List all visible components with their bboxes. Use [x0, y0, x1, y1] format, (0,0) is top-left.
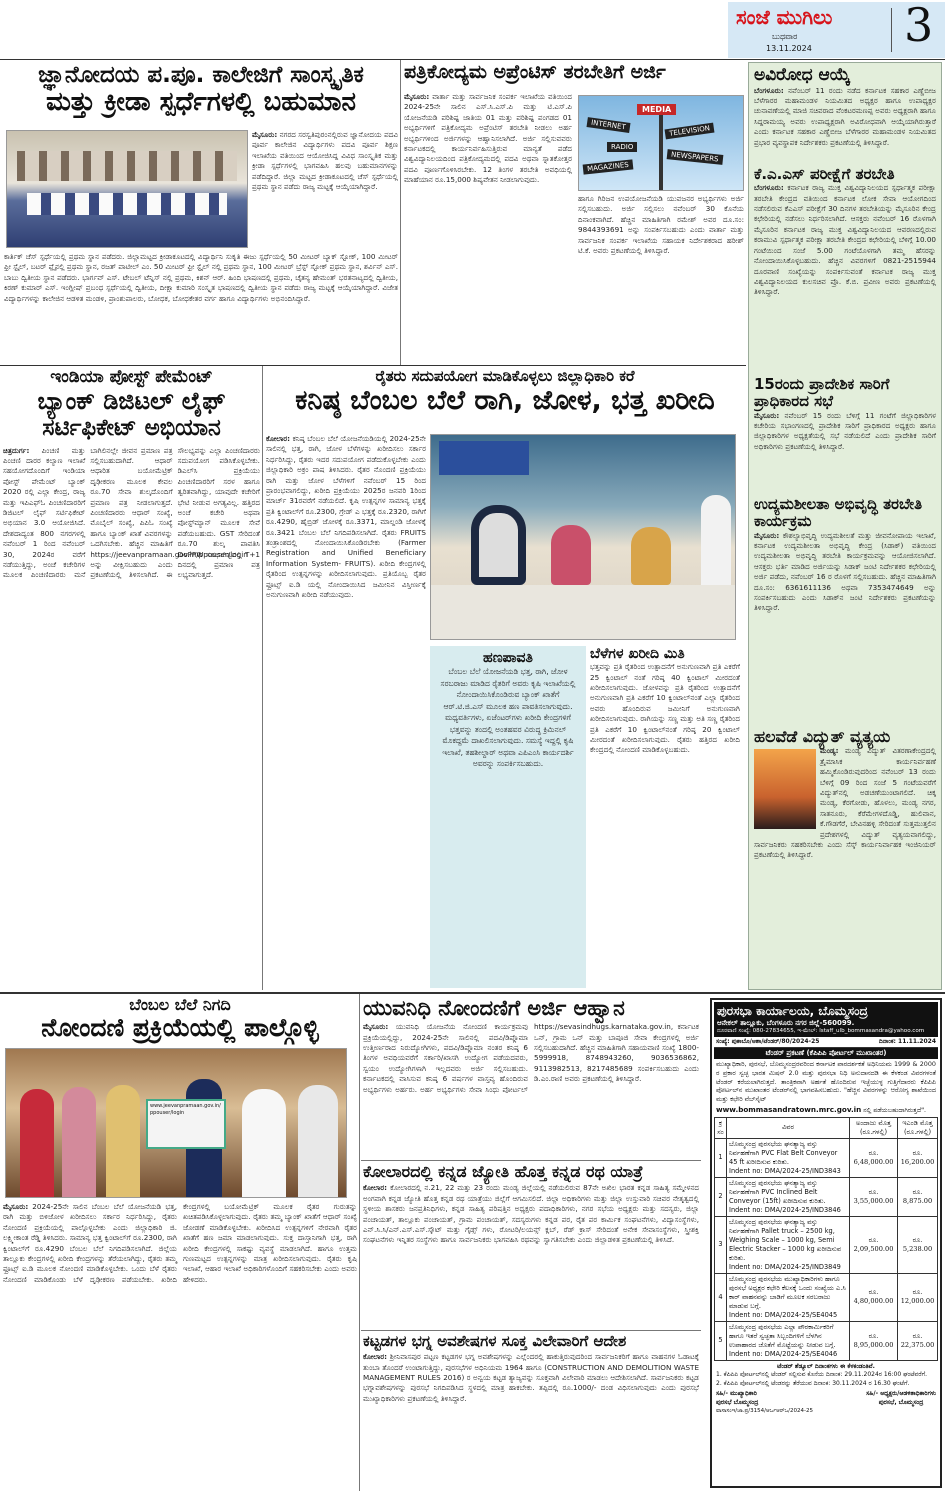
headline: ಬ್ಯಾಂಕ್ ಡಿಜಿಟಲ್ ಲೈಫ್: [37, 386, 226, 415]
brief-title: ಅವಿರೋಧ ಆಯ್ಕೆ: [754, 66, 851, 85]
paragraph: ನವೆಂಬರ್ 15 ರಂದು ಬೆಳಿಗ್ಗೆ 11 ಗಂಟೆಗೆ ಜಿಲ್ಲಾಧಿಕಾರಿಗಳ ಕಚೇರಿಯ ಸಭಾಂಗಣದಲ್ಲಿ ಪ್ರಾದೇಶಿಕ ಸಾರಿಗೆ ಪ್ರಾಧಿಕಾರದ ಅಧ್ಯಕ್ಷರು ಹಾಗೂ ಜಿಲ್ಲಾಧಿಕಾರಿಗಳ ಅಧ್ಯಕ್ಷತೆಯಲ್ಲಿ ಸಭೆ ನಡೆಯಲಿದೆ ಎಂದು ಪ್ರಾದೇಶಿಕ ಸಾರಿಗೆ ಅಧಿಕಾರಿಗಳು ಪ್ರಕಟಣೆಯಲ್ಲಿ ತಿಳಿಸಿದ್ದಾರೆ.: [754, 410, 936, 451]
article-body: [252, 130, 398, 250]
sign-internet: INTERNET: [587, 117, 631, 133]
side-body: ಭತ್ತವನ್ನು ಪ್ರತಿ ರೈತರಿಂದ ಉತ್ಪಾದನೆಗೆ ಅನುಗುಣವಾಗಿ ಪ್ರತಿ ಎಕರೆಗೆ 25 ಕ್ವಿಂಟಾಲ್ ನಂತೆ ಗರಿಷ್ಠ 40 ಕ್ವಿಂಟಾಲ್ ಮೀರದಂತೆ ಖರೀದಿಸಲಾಗುವುದು. ಜೋಳವನ್ನು ಪ್ರತಿ ರೈತರಿಂದ ಉತ್ಪಾದನೆಗೆ ಅನುಗುಣವಾಗಿ ಪ್ರತಿ ಎಕರೆಗೆ 10 ಕ್ವಿಂಟಾಲ್‌ನಂತೆ ಎಲ್ಲಾ ರೈತರಿಂದ ಅವರು ಹೊಂದಿರುವ ಜಮೀನಿಗೆ ಅನುಗುಣವಾಗಿ ಖರೀದಿಸಲಾಗುವುದು. ರಾಗಿಯನ್ನು ಸಣ್ಣ ಮತ್ತು ಅತಿ ಸಣ್ಣ ರೈತರಿಂದ ಪ್ರತಿ ಎಕರೆಗೆ 10 ಕ್ವಿಂಟಾಲ್‌ನಂತೆ ಗರಿಷ್ಠ 20 ಕ್ವಿಂಟಾಲ್ ಮೀರದಂತೆ ಖರೀದಿಸಲಾಗುವುದು. ರೈತರು ಹತ್ತಿರದ ಖರೀದಿ ಕೇಂದ್ರದಲ್ಲಿ ನೋಂದಣಿ ಮಾಡಿಕೊಳ್ಳಬಹುದು.: [590, 662, 740, 755]
col-header: ಇಎಂಡಿ ಮೊತ್ತ (ರೂ.ಗಳಲ್ಲಿ): [898, 1117, 938, 1138]
estimated-amount: ರೂ. 6,48,000.00: [850, 1138, 898, 1177]
students-award-photo: [6, 130, 248, 248]
dateline: ಚಿತ್ರದುರ್ಗ:: [3, 445, 30, 455]
estimated-amount: ರೂ. 8,95,000.00: [850, 1321, 898, 1360]
headline: ನೋಂದಣಿ ಪ್ರಕ್ರಿಯೆಯಲ್ಲಿ ಪಾಲ್ಗೊಳ್ಳಿ: [41, 1013, 319, 1043]
paragraph: 2024-25ನೇ ಸಾಲಿನ ಬೆಂಬಲ ಬೆಲೆ ಯೋಜನೆಯಡಿ ಭತ್ತ, ರಾಗಿ ಮತ್ತು ಬಿಳಿಜೋಳ ಖರೀದಿಸಲು ಸರ್ಕಾರ ನಿರ್ಧರಿಸಿದ್ದು, ರೈತರು ನೋಂದಣಿ ಪ್ರಕ್ರಿಯೆಯಲ್ಲಿ ಪಾಲ್ಗೊಳ್ಳಬೇಕು ಎಂದು ಜಿಲ್ಲಾಧಿಕಾರಿ ಜಿ. ಲಕ್ಷ್ಮೀಕಾಂತ ರೆಡ್ಡಿ ತಿಳಿಸಿದರು. ಸಾಮಾನ್ಯ ಭತ್ತ ಕ್ವಿಂಟಾಲ್‌ಗೆ ರೂ.2300, ರಾಗಿ ಕ್ವಿಂಟಾಲ್‌ಗೆ ರೂ.4290 ಬೆಂಬಲ ಬೆಲೆ ನಿಗದಿಪಡಿಸಲಾಗಿದೆ. ಜಿಲ್ಲೆಯ ತಾಲ್ಲೂಕು ಕೇಂದ್ರಗಳಲ್ಲಿ ಖರೀದಿ ಕೇಂದ್ರಗಳನ್ನು ತೆರೆಯಲಾಗಿದ್ದು, ರೈತರು ತಮ್ಮ ಫ್ರೂಟ್ಸ್ ಐ.ಡಿ ಮೂಲಕ ನೋಂದಣಿ ಮಾಡಿಕೊಳ್ಳಬೇಕು. ಒಂದು ಬೆಳೆ ರೈತರು ನೋಂದಣಿ ಮಾಡಿಕೊಂಡು ಬೆಳೆ ದೃಢೀಕರಣ ಪಡೆಯಬೇಕು. ಖರೀದಿ ಕೇಂದ್ರಗಳಲ್ಲಿ ಬಯೋಮೆಟ್ರಿಕ್ ಮೂಲಕ ರೈತರ ಗುರುತನ್ನು ಖಚಿತಪಡಿಸಿಕೊಳ್ಳಲಾಗುವುದು. ರೈತರು ತಮ್ಮ ಬ್ಯಾಂಕ್ ಖಾತೆಗೆ ಆಧಾರ್ ಸಂಖ್ಯೆ ಜೋಡಣೆ ಮಾಡಿಕೊಳ್ಳಬೇಕು. ಖರೀದಿಸಿದ ಉತ್ಪನ್ನಗಳಿಗೆ ನೇರವಾಗಿ ರೈತರ ಖಾತೆಗೆ ಹಣ ಜಮಾ ಮಾಡಲಾಗುವುದು. ಸುಕ್ತ ದಾಸ್ತಾನಿಗಾಗಿ ಭತ್ತ, ರಾಗಿ ಖರೀದಿ ಕೇಂದ್ರಗಳಲ್ಲಿ ಸಾಕಷ್ಟು ವ್ಯವಸ್ಥೆ ಮಾಡಲಾಗಿದೆ. ಹಾಗೂ ಉತ್ತಮ ಗುಣಮಟ್ಟದ ಉತ್ಪನ್ನಗಳನ್ನು ಮಾತ್ರ ಖರೀದಿಸಲಾಗುವುದು. ರೈತರು ಕೃಷಿ ಇಲಾಖೆ, ಆಹಾರ ಇಲಾಖೆ ಅಧಿಕಾರಿಗಳೊಂದಿಗೆ ಸಹಕರಿಸಬೇಕು ಎಂದು ಅವರು ಹೇಳಿದರು.: [3, 1202, 357, 1284]
row-number: 1: [715, 1138, 727, 1177]
brief-kas: [754, 166, 936, 376]
signature-right: ಸಹಿ/- ಅಧ್ಯಕ್ಷರು/ಆಡಳಿತಾಧಿಕಾರಿಗಳು: [866, 1390, 936, 1398]
side-title: ಬೆಳೆಗಳ ಖರೀದಿ ಮಿತಿ: [590, 646, 685, 662]
col-header: ವಿವರ: [727, 1117, 850, 1138]
divider: [0, 365, 746, 366]
schedule-title: ಟೆಂಡರ್ ಶೆಡ್ಯೂಲ್ ದಿನಾಂಕಗಳು ಈ ಕೆಳಕಂಡಂತಿವೆ.: [777, 1362, 875, 1370]
article-apprentice: [404, 62, 744, 364]
emd-amount: ರೂ. 22,375.00: [898, 1321, 938, 1360]
signature-left: ಪುರಸಭೆ ಬೊಮ್ಮಸಂದ್ರ: [716, 1398, 759, 1406]
article-body: [363, 1352, 699, 1486]
row-desc-text: ಬೊಮ್ಮಸಂದ್ರ ಪುರಸಭೆಯ ಘನತ್ಯಾಜ್ಯ ವಸ್ತು ನಿರ್ವಹಣೆಗಾಗಿ Pallet truck – 2500 kg, Weighing Scale – 1000 kg, Semi Electric Stacker – 1000 kg ಖರೀದಿಸುವ ಕುರಿತು.: [729, 1217, 842, 1262]
tender-address: ಆನೇಕಲ್ ತಾಲ್ಲೂಕು, ಬೆಂಗಳೂರು ನಗರ ಜಿಲ್ಲೆ-560099.: [717, 1019, 855, 1027]
article-kolar-ratha: [363, 1163, 699, 1328]
masthead-date: 13.11.2024: [766, 44, 812, 53]
tender-office: ಪುರಸಭಾ ಕಾರ್ಯಾಲಯ, ಬೊಮ್ಮಸಂದ್ರ: [717, 1004, 868, 1018]
sign-television: TELEVISION: [665, 123, 715, 140]
tender-date: ದಿನಾಂಕ: 11.11.2024: [878, 1038, 936, 1045]
row-desc-text: ಬೊಮ್ಮಸಂದ್ರ ಪುರಸಭೆಯ ಮುಖ್ಯಾಧಿಕಾರಿಗಳು ಹಾಗೂ ಪುರಸಭೆ ಅಧ್ಯಕ್ಷರ ಕಛೇರಿ ಕೆಲಸಕ್ಕೆ ಒಂದು ಸಂಖ್ಯೆಯ ಎ.ಸಿ ಕಾರ್ ವಾಹನವನ್ನು ಬಾಡಿಗೆ ಮೂಲಕ ಸರಬರಾಜು ಮಾಡುವ ಬಗ್ಗೆ.: [729, 1274, 846, 1310]
paragraph: ಶ್ರೀನಿವಾಸಪುರ ಪಟ್ಟಣ ಕಟ್ಟಡಗಳ ಭಗ್ನ ಅವಶೇಷಗಳನ್ನು ಎಲ್ಲೆಂದರಲ್ಲಿ ಹಾಕುತ್ತಿರುವುದರಿಂದ ಸಾರ್ವಜನಿಕರಿಗೆ ಹಾಗೂ ವಾಹನಗಳ ಓಡಾಟಕ್ಕೆ ತುಂಬಾ ತೊಂದರೆ ಉಂಟಾಗುತ್ತಿದ್ದು, ಪುರಸಭೆಗಳ ಅಧಿನಿಯಮ 1964 ಹಾಗೂ (CONSTRUCTION AND DEMOLITION WASTE MANAGEMENT RULES 2016) ರ ಅನ್ವಯ ಕಟ್ಟಡ ತ್ಯಾಜ್ಯವನ್ನು ಸೂಕ್ತವಾಗಿ ವಿಲೇವಾರಿ ಮಾಡಲು ಆದೇಶಿಸಲಾಗಿದೆ. ಸಾರ್ವಜನಿಕರು ಕಟ್ಟಡ ಭಗ್ನಾವಶೇಷಗಳನ್ನು ಪುರಸಭೆ ನಿಗದಿಪಡಿಸಿದ ಸ್ಥಳದಲ್ಲಿ ಮಾತ್ರ ಹಾಕಬೇಕು. ತಪ್ಪಿದಲ್ಲಿ ರೂ.1000/- ದಂಡ ವಿಧಿಸಲಾಗುವುದು ಎಂದು ಪುರಸಭೆ ಮುಖ್ಯಾಧಿಕಾರಿಗಳು ಪ್ರಕಟಣೆಯಲ್ಲಿ ತಿಳಿಸಿದ್ದಾರೆ.: [363, 1352, 699, 1403]
article-registration: [3, 996, 357, 1490]
paragraph: ಕೋಲಾರದಲ್ಲಿ ನ.21, 22 ಮತ್ತು 23 ರಂದು ಮಂಡ್ಯ ಜಿಲ್ಲೆಯಲ್ಲಿ ನಡೆಯಲಿರುವ 87ನೇ ಅಖಿಲ ಭಾರತ ಕನ್ನಡ ಸಾಹಿತ್ಯ ಸಮ್ಮೇಳನದ ಅಂಗವಾಗಿ ಕನ್ನಡ ಜ್ಯೋತಿ ಹೊತ್ತ ಕನ್ನಡ ರಥ ಯಾತ್ರೆಯು ಜಿಲ್ಲೆಗೆ ಆಗಮಿಸಲಿದೆ. ಜಿಲ್ಲಾ ಅಧಿಕಾರಿಗಳು ಮತ್ತು ಜಿಲ್ಲಾ ಉಸ್ತುವಾರಿ ಸಚಿವರ ನೇತೃತ್ವದಲ್ಲಿ ಸ್ಥಳೀಯ ಶಾಸಕರು ಜನಪ್ರತಿನಿಧಿಗಳು, ಕನ್ನಡ ಸಾಹಿತ್ಯ ಪರಿಷತ್ತಿನ ಅಧ್ಯಕ್ಷರು ಪದಾಧಿಕಾರಿಗಳು, ನಗರ ಸಭೆಯ ಅಧ್ಯಕ್ಷರು ಮತ್ತು ಸದಸ್ಯರು, ಜಿಲ್ಲಾ ಪಂಚಾಯತ್, ತಾಲ್ಲೂಕು ಪಂಚಾಯತ್, ಗ್ರಾಮ ಪಂಚಾಯತ್, ಸದಸ್ಯರುಗಳು ಕನ್ನಡ ಪರ, ರೈತ ಪರ ಕಾರ್ಮಿಕ ಸಂಘಟನೆಗಳು, ವಿದ್ಯಾಸಂಸ್ಥೆಗಳು, ಎನ್.ಸಿ.ಸಿ/ಎನ್.ಎಸ್.ಎಸ್.ಸ್ಕೌಟ್ ಮತ್ತು ಗೈಡ್ಸ್ ಗಳು, ರೋಟರಿ/ಲಯನ್ಸ್ ಕ್ಲಬ್, ರೆಡ್ ಕ್ರಾಸ್ ಸೇರಿದಂತೆ ಅನೇಕ ಸೇವಾಸಂಸ್ಥೆಗಳು, ಸ್ತ್ರೀಶಕ್ತಿ ಸಂಘಟನೆಗಳು ಇನ್ನಿತರ ಸಂಸ್ಥೆಗಳು ಹಾಗೂ ಸಾರ್ವಜನಿಕರು ಭಾಗವಹಿಸಿ ರಥವನ್ನು ಸ್ವಾಗತಿಸಬೇಕು ಎಂದು ಜಿಲ್ಲಾಡಳಿತ ಪ್ರಕಟಣೆಯಲ್ಲಿ ತಿಳಿಸಿದೆ.: [363, 1183, 699, 1245]
emd-amount: ರೂ. 16,200.00: [898, 1138, 938, 1177]
masthead-day: ಬುಧವಾರ: [772, 32, 798, 41]
tender-contact: ದೂರವಾಣಿ ಸಂಖ್ಯೆ: 080-27834655, ಇ-ಮೇಲ್: lstaff_ulb_bommasandra@yahoo.com: [717, 1028, 925, 1034]
brief-body: [754, 183, 936, 297]
emd-amount: ರೂ. 5,238.00: [898, 1216, 938, 1273]
brief-body: [754, 86, 936, 148]
purchase-limit: [590, 646, 740, 988]
headline: ಕಟ್ಟಡಗಳ ಭಗ್ನ ಅವಶೇಷಗಳ ಸೂಕ್ತ ವಿಲೇವಾರಿಗೆ ಆದೇಶ: [363, 1333, 627, 1350]
box-body: ಬೆಂಬಲ ಬೆಲೆ ಯೋಜನೆಯಡಿ ಭತ್ತ, ರಾಗಿ, ಜೋಳ ಸರಬರಾಜು ಮಾಡಿದ ರೈತರಿಗೆ ಅವರು ಕೃಷಿ ಇಲಾಖೆಯಲ್ಲಿ ನೋಂದಾಯಿಸಿಕೊಂಡಿರುವ ಬ್ಯಾಂಕ್ ಖಾತೆಗೆ ಆರ್.ಟಿ.ಜಿ.ಎಸ್ ಮೂಲಕ ಹಣ ಪಾವತಿಸಲಾಗುವುದು. ಮಧ್ಯವರ್ತಿಗಳು, ಏಜೆಂಟರ್‌ಗಳು ಖರೀದಿ ಕೇಂದ್ರಗಳಿಗೆ ಭತ್ತವನ್ನು ತಂದಲ್ಲಿ ಅಂತಹವರ ವಿರುದ್ಧ ಕ್ರಿಮಿನಲ್ ಮೊಕದ್ದಮೆ ದಾಖಲಿಸಲಾಗುವುದು. ಸಮಸ್ಯೆ ಇದ್ದಲ್ಲಿ ಕೃಷಿ ಇಲಾಖೆ, ತಹಶೀಲ್ದಾರ್ ಅಥವಾ ಎಪಿಎಂಸಿ ಕಾರ್ಯದರ್ಶಿ ಅವರನ್ನು ಸಂಪರ್ಕಿಸಬಹುದು.: [440, 667, 576, 769]
dateline: ಮೈಸೂರು:: [754, 530, 780, 540]
tender-row: [715, 1138, 938, 1177]
row-desc-text: ಬೊಮ್ಮಸಂದ್ರ ಪುರಸಭೆಯ ಎಲ್ಲಾ ಪೌರಕಾರ್ಮಿಕರಿಗೆ ಹಾಗೂ ಇತರೆ ಸ್ವಚ್ಛತಾ ಸಿಬ್ಬಂದಿಗಳಿಗೆ ಬೆಳಗಿನ ಉಪಾಹಾರದ ಜೊತೆಗೆ ಮೊಟ್ಟೆಯನ್ನು ನೀಡುವ ಬಗ್ಗೆ.: [729, 1322, 836, 1349]
poster-release-photo: [5, 1048, 347, 1198]
divider: [0, 59, 945, 60]
row-description: [727, 1273, 850, 1321]
article-body: ಕಾರ್ತಿಕ್ ಚೆಸ್ ಸ್ಪರ್ಧೆಯಲ್ಲಿ ಪ್ರಥಮ ಸ್ಥಾನ ಪಡೆದರು. ಜಿಲ್ಲಾಮಟ್ಟದ ಕ್ರೀಡಾಕೂಟದಲ್ಲಿ ವಿದ್ಯಾರ್ಥಿನಿ ಸುಕೃತಿ ಈಜು ಸ್ಪರ್ಧೆಯಲ್ಲಿ 50 ಮೀಟರ್ ಬ್ಯಾಕ್ ಸ್ಟೋಕ್, 100 ಮೀಟರ್ ಫ್ರೀ ಸ್ಟೈಲ್, ಬಟರ್ ಫ್ಲೈನಲ್ಲಿ ಪ್ರಥಮ ಸ್ಥಾನ, ರಜತ್ ಪಾಟೀಲ್ ಎಂ. 50 ಮೀಟರ್ ಫ್ರೀ ಸ್ಟೈಲ್ ನಲ್ಲಿ ಪ್ರಥಮ ಸ್ಥಾನ, 100 ಮೀಟರ್ ಬ್ರೆಸ್ಟ್ ಸ್ಟೋಕ್ ಪ್ರಥಮ ಸ್ಥಾನ, ಶರ್ವಿನ್ ಎಸ್. ಬಾಬು ದ್ವಿತೀಯ ಸ್ಥಾನ ಪಡೆದರು. ಭಾರ್ಗವ್ ಎಸ್. ಟೇಬಲ್ ಟೆನ್ನಿಸ್ ನಲ್ಲಿ ಪ್ರಥಮ, ಕಿಶನ್ ಆರ್. ಹಿಂದಿ ಭಾಷಣದಲ್ಲಿ ಪ್ರಥಮ, ಚೈತನ್ಯ ಹೇಮಂತ್ ಭರತನಾಟ್ಯದಲ್ಲಿ ದ್ವಿತೀಯ, ಕಿರಣ್ ಕುಮಾರ್ ಎಸ್. ಇಂಗ್ಲೀಷ್ ಪ್ರಬಂಧ ಸ್ಪರ್ಧೆಯಲ್ಲಿ ದ್ವಿತೀಯ, ದೀಕ್ಷಾ ಕುಮಾರಿ ಸಂಸ್ಕೃತ ಭಾಷಣದಲ್ಲಿ ದ್ವಿತೀಯ ಸ್ಥಾನ ಪಡೆದು ರಾಜ್ಯ ಮಟ್ಟಕ್ಕೆ ಆಯ್ಕೆಯಾಗಿದ್ದಾರೆ. ವಿಜೇತ ವಿದ್ಯಾರ್ಥಿಗಳನ್ನು ಕಾಲೇಜಿನ ಆಡಳಿತ ಮಂಡಳಿ, ಪ್ರಾಂಶುಪಾಲರು, ಬೋಧಕ, ಬೋಧಕೇತರ ವರ್ಗ ಹಾಗೂ ವಿದ್ಯಾರ್ಥಿಗಳು ಅಭಿನಂದಿಸಿದ್ದಾರೆ.: [4, 252, 398, 303]
divider: [361, 1160, 701, 1161]
kicker: ರೈತರು ಸದುಪಯೋಗ ಮಾಡಿಕೊಳ್ಳಲು ಜಿಲ್ಲಾಧಿಕಾರಿ ಕರೆ: [375, 368, 635, 385]
divider: [400, 60, 401, 365]
brief-cedok: [754, 496, 936, 728]
brief-body: [754, 531, 936, 614]
schedule-item: 1. ಕೆಪಿಪಿಪಿ ಪೋರ್ಟಲ್‌ನಲ್ಲಿ ಟೆಂಡರ್ ಸಲ್ಲಿಸುವ ಕೊನೆಯ ದಿನಾಂಕ: 29.11.2024ರ 16:00 ಘಂಟೆವರೆಗೆ.: [716, 1371, 928, 1379]
tender-table: [714, 1117, 938, 1361]
paragraph: ಕರ್ನಾಟಕ ರಾಜ್ಯ ಮುಕ್ತ ವಿಶ್ವವಿದ್ಯಾನಿಲಯದ ಸ್ಪರ್ಧಾತ್ಮಕ ಪರೀಕ್ಷಾ ತರಬೇತಿ ಕೇಂದ್ರದ ವತಿಯಿಂದ ಕರ್ನಾಟಕ ಲೋಕ ಸೇವಾ ಆಯೋಗದಿಂದ ನಡೆಸಲಿರುವ ಕೆಎಎಸ್ ಪರೀಕ್ಷೆಗೆ 30 ದಿನಗಳ ತರಬೇತಿಯನ್ನು ಮೈಸೂರಿನ ಕೇಂದ್ರ ಕಛೇರಿಯಲ್ಲಿ ನಡೆಸಲು ನಿರ್ಧರಿಸಲಾಗಿದೆ. ಆಸಕ್ತರು ನವೆಂಬರ್ 16 ರೊಳಗಾಗಿ ಮೈಸೂರಿನ ಕರ್ನಾಟಕ ರಾಜ್ಯ ಮುಕ್ತ ವಿಶ್ವವಿದ್ಯಾನಿಲಯದ ಆವರಣದಲ್ಲಿರುವ ಕರಾಮುವಿ ಸ್ಪರ್ಧಾತ್ಮಕ ಪರೀಕ್ಷಾ ತರಬೇತಿ ಕೇಂದ್ರದ ಕಛೇರಿಯಲ್ಲಿ ಬೆಳಿಗ್ಗೆ 10.00 ಗಂಟೆಯಿಂದ ಸಂಜೆ 5.00 ಗಂಟೆಯೊಳಗಾಗಿ ತಮ್ಮ ಹೆಸರನ್ನು ನೋಂದಾಯಿಸಿಕೊಳ್ಳಬಹುದು. ಹೆಚ್ಚಿನ ವಿವರಗಳಿಗೆ 0821-2515944 ದೂರವಾಣಿ ಸಂಖ್ಯೆಯನ್ನು ಸಂಪರ್ಕಿಸುವಂತೆ ಕರ್ನಾಟಕ ರಾಜ್ಯ ಮುಕ್ತ ವಿಶ್ವವಿದ್ಯಾನಿಲಯದ ಕುಲಸಚಿವ ಪ್ರೊ. ಕೆ.ಬಿ. ಪ್ರವೀಣ ಅವರು ಪ್ರಕಟಣೆಯಲ್ಲಿ ತಿಳಿಸಿದ್ದಾರೆ.: [754, 183, 936, 297]
row-number: 5: [715, 1321, 727, 1360]
sign-media: MEDIA: [637, 104, 676, 115]
poster: www.jeevanpramaan.gov.in/ppouser/login: [146, 1099, 226, 1149]
schedule-item: 2. ಕೆಪಿಪಿಪಿ ಪೋರ್ಟಲ್‌ನಲ್ಲಿ ಟೆಂಡರನ್ನು ತೆರೆಯುವ ದಿನಾಂಕ: 30.11.2024 ರ 16.30 ಘಂಟೆಗೆ.: [716, 1379, 910, 1387]
headline: ಕೋಲಾರದಲ್ಲಿ ಕನ್ನಡ ಜ್ಯೋತಿ ಹೊತ್ತ ಕನ್ನಡ ರಥ ಯಾತ್ರೆ: [363, 1163, 643, 1181]
row-desc-text: ಬೊಮ್ಮಸಂದ್ರ ಪುರಸಭೆಯ ಘನತ್ಯಾಜ್ಯ ವಸ್ತು ನಿರ್ವಹಣೆಗಾಗಿ PVC Flat Belt Conveyor 45 ft ಖರೀದಿಸುವ ಕುರಿತು.: [729, 1139, 838, 1166]
headline: ಜ್ಞಾನೋದಯ ಪ.ಪೂ. ಕಾಲೇಜಿಗೆ ಸಾಂಸ್ಕೃತಿಕ: [38, 62, 364, 88]
estimated-amount: ರೂ. 2,09,500.00: [850, 1216, 898, 1273]
divider: [262, 366, 263, 990]
tender-row: [715, 1273, 938, 1321]
paragraph: ಯುವನಿಧಿ ಯೋಜನೆಯ ನೋಂದಣಿ ಕಾರ್ಯಕ್ರಮವು ಪ್ರಕ್ರಿಯೆಯಲ್ಲಿದ್ದು, 2024-25ನೇ ಸಾಲಿನಲ್ಲಿ ಪದವಿ/ಡಿಪ್ಲೊಮಾ ಉತ್ತೀರ್ಣರಾದ ನಿರುದ್ಯೋಗಿಗಳು, ಪದವಿ/ಡಿಪ್ಲೊಮಾ ನಂತರ ಕನಿಷ್ಠ 6 ತಿಂಗಳ ಅವಧಿಯವರೆಗೆ ಸರ್ಕಾರಿ/ಖಾಸಗಿ ಉದ್ಯೋಗ ಪಡೆಯದವರು, ಸ್ವಯಂ ಉದ್ಯೋಗಿಗಳಾಗಿ ಇಲ್ಲದವರು ಅರ್ಜಿ ಸಲ್ಲಿಸಬಹುದು. ಕರ್ನಾಟಕದಲ್ಲಿ ವಾಸಿಸುವ ಕನಿಷ್ಠ 6 ವರ್ಷಗಳ ವಾಸ್ತವ್ಯ ಹೊಂದಿರುವ ಅಭ್ಯರ್ಥಿಗಳು ಅರ್ಹರು. ಅರ್ಹ ಅಭ್ಯರ್ಥಿಗಳು ಸೇವಾ ಸಿಂಧು ಪೋರ್ಟಲ್ https://sevasindhugs.karnataka.gov.in, ಕರ್ನಾಟಕ ಒನ್, ಗ್ರಾಮ ಒನ್ ಮತ್ತು ಬಾಪೂಜಿ ಸೇವಾ ಕೇಂದ್ರಗಳಲ್ಲಿ ಅರ್ಜಿ ಸಲ್ಲಿಸಬಹುದಾಗಿದೆ. ಹೆಚ್ಚಿನ ಮಾಹಿತಿಗಾಗಿ ಸಹಾಯವಾಣಿ ಸಂಖ್ಯೆ 1800-5999918, 8748943260, 9036536862, 9113982513, 8217485689 ಸಂಪರ್ಕಿಸಬಹುದು ಎಂದು ಡಿ.ಎಂ.ರಾಣಿ ಅವರು ಪ್ರಕಟಣೆಯಲ್ಲಿ ತಿಳಿಸಿದ್ದಾರೆ.: [363, 1022, 699, 1094]
meeting-photo: [430, 434, 736, 640]
brief-title: ಕೆ.ಎ.ಎಸ್ ಪರೀಕ್ಷೆಗೆ ತರಬೇತಿ: [754, 166, 895, 183]
brief-body: [754, 411, 936, 453]
divider: [361, 1330, 701, 1331]
emd-amount: ರೂ. 8,875.00: [898, 1177, 938, 1216]
newspaper-logo: [736, 5, 832, 29]
tender-notice: [710, 998, 942, 1488]
dateline: ಮೈಸೂರು:: [363, 1022, 389, 1032]
row-description: [727, 1138, 850, 1177]
tender-website[interactable]: www.bommasandratown.mrc.gov.in: [716, 1104, 862, 1114]
divider: [0, 992, 945, 994]
headline: ಪತ್ರಿಕೋದ್ಯಮ ಅಪ್ರೆಂಟಿಸ್ ತರಬೇತಿಗೆ ಅರ್ಜಿ: [404, 62, 666, 83]
col-header: ಅಂದಾಜು ಮೊತ್ತ (ರೂ.ಗಳಲ್ಲಿ): [850, 1117, 898, 1138]
dateline: ಕೋಲಾರ:: [363, 1352, 388, 1362]
indent-number: Indent no: DMA/2024-25/IND3849: [729, 1262, 841, 1271]
kicker: ಬೆಂಬಲ ಬೆಲೆ ನಿಗದಿ: [129, 996, 231, 1014]
tender-footer: ವಾಸಾಸಂಇ/ಜಾ.ಪ್ರ/3154/ಆರ್ಒಆರ್‌ಒ/2024-25: [716, 1408, 814, 1415]
article-body: [266, 434, 426, 988]
brief-title: ಹಲವೆಡೆ ವಿದ್ಯುತ್ ವ್ಯತ್ಯಯ: [754, 728, 891, 746]
brief-rto: [754, 376, 936, 496]
headline: ಸರ್ಟಿಫಿಕೇಟ್ ಅಭಿಯಾನ: [42, 415, 221, 442]
paragraph: ನವೆಂಬರ್ 11 ರಂದು ನಡೆದ ಕರ್ನಾಟಕ ಸಹಕಾರ ಎಣ್ಣೆಬೀಜ ಬೆಳೆಗಾರರ ಮಹಾಮಂಡಳ ನಿಯಮಿತದ ಅಧ್ಯಕ್ಷರ ಹಾಗೂ ಉಪಾಧ್ಯಕ್ಷರ ಚುನಾವಣೆಯಲ್ಲಿ ಮಾಜಿ ಸಚಿವರಾದ ವೆಂಕಟರಮಣಪ್ಪ ಅವರು ಅಧ್ಯಕ್ಷರಾಗಿ ಹಾಗೂ ಸಿದ್ದರಾಮಯ್ಯ ಅವರು ಉಪಾಧ್ಯಕ್ಷರಾಗಿ ಅವಿರೋಧವಾಗಿ ಆಯ್ಕೆಯಾಗಿರುತ್ತಾರೆ ಎಂದು ಕರ್ನಾಟಕ ಸಹಕಾರ ಎಣ್ಣೆಬೀಜ ಬೆಳೆಗಾರರ ಮಹಾಮಂಡಳ ನಿಯಮಿತದ ಪ್ರಭಾರ ವ್ಯವಸ್ಥಾಪಕ ನಿರ್ದೇಶಕರು ಪ್ರಕಟಣೆಯಲ್ಲಿ ತಿಳಿಸಿದ್ದಾರೆ.: [754, 85, 936, 147]
newspaper-name: ಸಂಜೆ ಮುಗಿಲು: [736, 5, 833, 29]
dateline: ಬೆಂಗಳೂರು:: [754, 183, 784, 193]
paragraph: ಕೌಶಲ್ಯಾಭಿವೃದ್ಧಿ ಉದ್ಯಮಶೀಲತೆ ಮತ್ತು ಜೀವನೋಪಾಯ ಇಲಾಖೆ, ಕರ್ನಾಟಕ ಉದ್ಯಮಶೀಲತಾ ಅಭಿವೃದ್ಧಿ ಕೇಂದ್ರ (ಸಿಡಾಕ್) ವತಿಯಿಂದ ಉದ್ಯಮಶೀಲತಾ ಅಭಿವೃದ್ಧಿ ತರಬೇತಿ ಕಾರ್ಯಕ್ರಮವನ್ನು ಆಯೋಜಿಸಲಾಗಿದೆ. ಆಸಕ್ತರು ಭರ್ತಿ ಮಾಡಿದ ಅರ್ಜಿಯನ್ನು ಸಿಡಾಕ್ ಜಂಟಿ ನಿರ್ದೇಶಕರ ಕಛೇರಿಯಲ್ಲಿ ಅರ್ಜಿ ಪಡೆದು, ನವೆಂಬರ್ 16 ರ ರೊಳಗೆ ಸಲ್ಲಿಸಬಹುದು. ಹೆಚ್ಚಿನ ಮಾಹಿತಿಗಾಗಿ ದೂ.ಸಂ: 6361611136 ಅಥವಾ 7353474649 ಅನ್ನು ಸಂಪರ್ಕಿಸಬಹುದು ಎಂದು ಸಿಡಾಕ್‌ನ ಜಂಟಿ ನಿರ್ದೇಶಕರು ಪ್ರಕಟಣೆಯನ್ನು ತಿಳಿಸಿದ್ದಾರೆ.: [754, 530, 936, 613]
article-msp-purchase: [266, 368, 744, 988]
dateline: ಮೈಸೂರು:: [754, 410, 780, 420]
dateline: ಮೈಸೂರು:: [252, 130, 278, 139]
paragraph: ವಾರ್ತಾ ಮತ್ತು ಸಾರ್ವಜನಿಕ ಸಂಪರ್ಕ ಇಲಾಖೆಯ ವತಿಯಿಂದ 2024-25ನೇ ಸಾಲಿನ ಎಸ್.ಸಿ.ಎಸ್.ಪಿ ಮತ್ತು ಟಿ.ಎಸ್.ಪಿ ಯೋಜನೆಯಡಿ ಪರಿಶಿಷ್ಟ ಜಾತಿಯ 01 ಮತ್ತು ಪರಿಶಿಷ್ಟ ಪಂಗಡದ 01 ಅಭ್ಯರ್ಥಿಗಳಿಗೆ ಪತ್ರಿಕೋದ್ಯಮ ಅಪ್ರೆಂಟಿಸ್ ತರಬೇತಿ ನೀಡಲು ಅರ್ಹ ಅಭ್ಯರ್ಥಿಗಳಿಂದ ಅರ್ಜಿಗಳನ್ನು ಆಹ್ವಾನಿಸಲಾಗಿದೆ. ಅರ್ಜಿ ಸಲ್ಲಿಸುವವರು ಕರ್ನಾಟಕದಲ್ಲಿ ಕಾರ್ಯನಿರ್ವಹಿಸುತ್ತಿರುವ ಮಾನ್ಯತೆ ಪಡೆದ ವಿಶ್ವವಿದ್ಯಾನಿಲಯದಿಂದ ಪತ್ರಿಕೋದ್ಯಮದಲ್ಲಿ ಪದವಿ ಅಥವಾ ಸ್ನಾತಕೋತ್ತರ ಪದವಿ ಪೂರ್ಣಗೊಳಿಸಿರಬೇಕು. 12 ತಿಂಗಳ ತರಬೇತಿ ಅವಧಿಯಲ್ಲಿ ಮಾಹೆಯಾನ ರೂ.15,000 ಶಿಷ್ಯವೇತನ ನೀಡಲಾಗುವುದು.: [404, 92, 572, 185]
emd-amount: ರೂ. 12,000.00: [898, 1273, 938, 1321]
signature-left: ಸಹಿ/- ಮುಖ್ಯಾಧಿಕಾರಿ: [716, 1390, 757, 1398]
divider: [359, 994, 360, 1491]
article-body: ಹಾಗೂ ಗಿರಿಜನ ಉಪಯೋಜನೆಯಡಿ ಯುವಜನರ ಅಭ್ಯರ್ಥಿಗಳು ಅರ್ಜಿ ಸಲ್ಲಿಸಬಹುದು. ಅರ್ಜಿ ಸಲ್ಲಿಸಲು ನವೆಂಬರ್ 30 ಕೊನೆಯ ದಿನಾಂಕವಾಗಿದೆ. ಹೆಚ್ಚಿನ ಮಾಹಿತಿಗಾಗಿ ರಮೇಶ್ ಅವರ ದೂ.ಸಂ: 9844393691 ಅನ್ನು ಸಂಪರ್ಕಿಸಬಹುದು ಎಂದು ವಾರ್ತಾ ಮತ್ತು ಸಾರ್ವಜನಿಕ ಸಂಪರ್ಕ ಇಲಾಖೆಯ ಸಹಾಯಕ ನಿರ್ದೇಶಕರಾದ ಹರೀಶ್ ಟಿ.ಕೆ. ಅವರು ಪ್ರಕಟಣೆಯಲ್ಲಿ ತಿಳಿಸಿದ್ದಾರೆ.: [578, 194, 744, 256]
tender-row: [715, 1321, 938, 1360]
brief-aviroda: [754, 66, 936, 166]
article-yuvanidhi: [363, 996, 699, 1156]
paragraph: ಕನಿಷ್ಠ ಬೆಂಬಲ ಬೆಲೆ ಯೋಜನೆಯಡಿಯಲ್ಲಿ 2024-25ನೇ ಸಾಲಿನಲ್ಲಿ ಭತ್ತ, ರಾಗಿ, ಜೋಳ ಬೆಳೆಗಳನ್ನು ಖರೀದಿಸಲು ಸರ್ಕಾರ ನಿರ್ಧರಿಸಿದ್ದು, ರೈತರು ಇದರ ಸದುಪಯೋಗ ಪಡೆದುಕೊಳ್ಳಬೇಕು ಎಂದು ಜಿಲ್ಲಾಧಿಕಾರಿ ಅಕ್ರಂ ಪಾಷ ತಿಳಿಸಿದರು. ರೈತರ ನೊಂದಣಿ ಪ್ರಕ್ರಿಯೆಯು ರಾಗಿ ಮತ್ತು ಜೋಳ ಬೆಳೆಗಳಿಗೆ ನವೆಂಬರ್ 15 ರಿಂದ ಪ್ರಾರಂಭವಾಗಲಿದ್ದು, ಖರೀದಿ ಪ್ರಕ್ರಿಯೆಯು 2025ರ ಜನವರಿ 1ರಿಂದ ಮಾರ್ಚ್ 31ರವರೆಗೆ ನಡೆಯಲಿದೆ. ಕೃಷಿ ಉತ್ಪನ್ನಗಳ ಸಾಮಾನ್ಯ ಭತ್ತಕ್ಕೆ ಪ್ರತಿ ಕ್ವಿಂಟಾಲ್‌ಗೆ ರೂ.2300, ಗ್ರೇಡ್ ಎ ಭತ್ತಕ್ಕೆ ರೂ.2320, ರಾಗಿಗೆ ರೂ.4290, ಹೈಬ್ರಿಡ್ ಜೋಳಕ್ಕೆ ರೂ.3371, ಮಾಲ್ದಂಡಿ ಜೋಳಕ್ಕೆ ರೂ.3421 ಬೆಂಬಲ ಬೆಲೆ ನಿಗದಿಪಡಿಸಲಾಗಿದೆ. ರೈತರು FRUITS ತಂತ್ರಾಂಶದಲ್ಲಿ ನೋಂದಾಯಿಸಿಕೊಂಡಿರಬೇಕು (Farmer Registration and Unified Beneficiary Information System- FRUITS). ಖರೀದಿ ಕೇಂದ್ರಗಳಲ್ಲಿ ರೈತರಿಂದ ಉತ್ಪನ್ನಗಳನ್ನು ಖರೀದಿಸಲಾಗುವುದು. ಪ್ರತಿಯೊಬ್ಬ ರೈತರ ಫ್ರೂಟ್ಸ್ ಐ.ಡಿ ಯಲ್ಲಿ ನೋಂದಾಯಿಸಿದ ಜಮೀನಿನ ವಿಸ್ತೀರ್ಣಕ್ಕೆ ಅನುಗುಣವಾಗಿ ಖರೀದಿ ನಡೆಯುವುದು.: [266, 434, 426, 600]
paragraph: ಮಂಡ್ಯ ವಿದ್ಯುತ್ ವಿತರಣಾಕೇಂದ್ರದಲ್ಲಿ ತ್ರೈಮಾಸಿಕ ಕಾರ್ಯನಿರ್ವಹಣೆ ಹಮ್ಮಿಕೊಂಡಿರುವುದರಿಂದ ನವೆಂಬರ್ 13 ರಂದು ಬೆಳಿಗ್ಗೆ 09 ರಿಂದ ಸಂಜೆ 5 ಗಂಟೆಯವರೆಗೆ ವಿದ್ಯುತ್‌ನಲ್ಲಿ ಅಡಚಣೆಯುಂಟಾಗಲಿದೆ. ಚಿಕ್ಕ ಮಂಡ್ಯ, ಕೆರಗೋಡು, ಹೊಳಲು, ಮಂಡ್ಯ ನಗರ, ಸಾತನೂರು, ಕೆರೆಮೇಗಳದೊಡ್ಡಿ, ಹುಲಿವಾನ, ಕೆ.ಗೌಡಗೆರೆ, ಬೇವಿನಹಳ್ಳಿ ಸೇರಿದಂತೆ ಸುತ್ತಮುತ್ತಲಿನ ಪ್ರದೇಶಗಳಲ್ಲಿ ವಿದ್ಯುತ್ ವ್ಯತ್ಯಯವಾಗಲಿದ್ದು, ಸಾರ್ವಜನಿಕರು ಸಹಕರಿಸಬೇಕು ಎಂದು ಸೆಸ್ಕ್ ಕಾರ್ಯನಿರ್ವಾಹಕ ಇಂಜಿನಿಯರ್ ಪ್ರಕಟಣೆಯಲ್ಲಿ ತಿಳಿಸಿದ್ದಾರೆ.: [754, 746, 936, 860]
article-jnanodaya: [4, 62, 398, 364]
dateline: ಕೋಲಾರ:: [363, 1183, 388, 1193]
brief-power: [754, 728, 936, 984]
article-body: [3, 446, 260, 978]
signature-right: ಪುರಸಭೆ, ಬೊಮ್ಮಸಂದ್ರ: [878, 1398, 924, 1406]
dateline: ಮಂಡ್ಯ:: [820, 746, 839, 756]
headline: ಯುವನಿಧಿ ನೋಂದಣಿಗೆ ಅರ್ಜಿ ಆಹ್ವಾನ: [363, 996, 625, 1020]
row-desc-text: ಬೊಮ್ಮಸಂದ್ರ ಪುರಸಭೆಯ ಘನತ್ಯಾಜ್ಯ ವಸ್ತು ನಿರ್ವಹಣೆಗಾಗಿ PVC Inclined Belt Conveyor (15ft) ಖರೀದಿಸುವ ಕುರಿತು.: [729, 1178, 826, 1205]
paragraph: ನಗರದ ಸರಸ್ವತಿಪುರಂನಲ್ಲಿರುವ ಜ್ಞಾನೋದಯ ಪದವಿ ಪೂರ್ವ ಕಾಲೇಜಿನ ವಿದ್ಯಾರ್ಥಿಗಳು ಪದವಿ ಪೂರ್ವ ಶಿಕ್ಷಣ ಇಲಾಖೆಯ ವತಿಯಿಂದ ಆಯೋಜಿಸಿದ್ದ ವಿವಿಧ ಸಾಂಸ್ಕೃತಿಕ ಮತ್ತು ಕ್ರೀಡಾ ಸ್ಪರ್ಧೆಗಳಲ್ಲಿ ಭಾಗವಹಿಸಿ ಹಲವು ಬಹುಮಾನಗಳನ್ನು ಪಡೆದಿದ್ದಾರೆ. ಜಿಲ್ಲಾ ಮಟ್ಟದ ಕ್ರೀಡಾಕೂಟದಲ್ಲಿ ಚೆಸ್ ಸ್ಪರ್ಧೆಯಲ್ಲಿ ಪ್ರಥಮ ಸ್ಥಾನ ಪಡೆದು ರಾಜ್ಯ ಮಟ್ಟಕ್ಕೆ ಆಯ್ಕೆಯಾಗಿದ್ದಾರೆ.: [252, 130, 398, 192]
col-header: ಕ್ರ ಸಂ: [715, 1117, 727, 1138]
headline: ಕನಿಷ್ಠ ಬೆಂಬಲ ಬೆಲೆ ರಾಗಿ, ಜೋಳ, ಭತ್ತ ಖರೀದಿ: [295, 385, 715, 417]
article-debris: [363, 1333, 699, 1490]
power-lines-photo: [754, 749, 816, 829]
tender-intro: ಮುಖ್ಯಾಧಿಕಾರಿ, ಪುರಸಭೆ, ಬೊಮ್ಮಸಂದ್ರರವರಿಂದ ಕರ್ನಾಟಕ ಪಾರದರ್ಶಕತೆ ಅಧಿನಿಯಮ 1999 & 2000 ರ ಪ್ರಕಾರ ಸ್ವಚ್ಛ ಭಾರತ ಮಿಷನ್ 2.0 ಮತ್ತು ಪುರಸಭಾ ನಿಧಿ ಅನುದಾನದಡಿ ಈ ಕೆಳಕಂಡ ವಿವರಗಳಂತೆ ಟೆಂಡರ್ ಕರೆಯಲಾಗಿರುತ್ತದೆ. ತಾಂತ್ರಿಕವಾಗಿ ಅರ್ಹತೆ ಹೊಂದಿರುವ ಇಚ್ಛೆಯುಳ್ಳ ಗುತ್ತಿಗೆದಾರರು ಕೆಪಿಪಿಪಿ ಪೋರ್ಟಲ್‌ನ ಮುಖಾಂತರ ಟೆಂಡರ್‌ನಲ್ಲಿ ಭಾಗವಹಿಸಬಹುದು. "ಹೆಚ್ಚಿನ ವಿವರಗಳನ್ನು ಆರೋಗ್ಯ ಶಾಖೆಯಿಂದ ಮತ್ತು ಕಛೇರಿ ವೆಬ್‌ಸೈಟ್: [716, 1060, 936, 1104]
indent-number: Indent no: DMA/2024-25/IND3846: [729, 1205, 841, 1214]
row-number: 2: [715, 1177, 727, 1216]
tender-header: [714, 1002, 938, 1037]
dateline: ಮೈಸೂರು:: [404, 92, 430, 101]
masthead: [728, 2, 945, 58]
sign-newspapers: NEWSPAPERS: [667, 149, 723, 165]
briefs-sidebar: [748, 62, 942, 990]
article-body: [363, 1183, 699, 1323]
brief-title: 15ರಂದು ಪ್ರಾದೇಶಿಕ ಸಾರಿಗೆ ಪ್ರಾಧಿಕಾರದ ಸಭೆ: [754, 376, 890, 411]
row-description: [727, 1321, 850, 1360]
row-description: [727, 1216, 850, 1273]
article-body: [3, 1202, 357, 1490]
tender-ref: ಸಂಖ್ಯೆ: ಪುಕಾಬೊ/ಆಶಾ/ಟೆಂಡರ್/80/2024-25: [716, 1038, 820, 1045]
page-number: 3: [904, 2, 934, 52]
article-body: [363, 1022, 699, 1154]
masthead-divider: [891, 8, 892, 52]
dateline: ಕೋಲಾರ:: [266, 434, 291, 443]
sign-magazines: MAGAZINES: [583, 159, 634, 174]
dateline: ಮೈಸೂರು:: [3, 1202, 29, 1211]
row-number: 4: [715, 1273, 727, 1321]
website-suffix: ನಲ್ಲಿ ಪಡೆಯಬಹುದಾಗಿರುತ್ತದೆ".: [863, 1106, 927, 1114]
tender-banner: ಟೆಂಡರ್ ಪ್ರಕಟಣೆ (ಕೆಪಿಪಿಪಿ ಪೋರ್ಟಲ್ ಮುಖಾಂತರ): [714, 1048, 938, 1059]
tender-row: [715, 1216, 938, 1273]
dateline: ಬೆಂಗಳೂರು:: [754, 85, 784, 95]
estimated-amount: ರೂ. 3,55,000.00: [850, 1177, 898, 1216]
sign-radio: RADIO: [607, 142, 637, 152]
tender-row: [715, 1177, 938, 1216]
headline: ಮತ್ತು ಕ್ರೀಡಾ ಸ್ಪರ್ಧೆಗಳಲ್ಲಿ ಬಹುಮಾನ: [46, 87, 356, 118]
article-body: [404, 92, 572, 364]
paragraph: ಪಿಂಚಣಿ ಮತ್ತು ಪಿಂಚಣಿ ದಾರರ ಕಲ್ಯಾಣ ಇಲಾಖೆ ಸಹಯೋಗದೊಂದಿಗೆ ಇಂಡಿಯಾ ಪೋಸ್ಟ್ ಪೇಮೆಂಟ್ ಬ್ಯಾಂಕ್ 2020 ರಲ್ಲಿ ಎಲ್ಲಾ ಕೇಂದ್ರ, ರಾಜ್ಯ ಮತ್ತು ಇಪಿಎಫ್ಓ ಪಿಂಚಣಿದಾರರಿಗೆ ಡಿಜಿಟಲ್ ಲೈಫ್ ಸರ್ಟಿಫಿಕೇಟ್ ಅಭಿಯಾನ 3.0 ಆಯೋಜಿಸಿದೆ. ದೇಶದಾದ್ಯಂತ 800 ನಗರಗಳಲ್ಲಿ ನವೆಂಬರ್ 1 ರಿಂದ ನವೆಂಬರ್ 30, 2024ರ ವರೆಗೆ ನಡೆಯುತ್ತಿದ್ದು, ಅಂಚೆ ಕಚೇರಿಗಳ ಮೂಲಕ ಪಿಂಚಣಿದಾರರು ಮನೆ ಬಾಗಿಲಿನಲ್ಲೇ ಜೀವನ ಪ್ರಮಾಣ ಪತ್ರ ಸಲ್ಲಿಸಬಹುದಾಗಿದೆ. ಆಧಾರ್ ಆಧಾರಿತ ಬಯೋಮೆಟ್ರಿಕ್ ದೃಢೀಕರಣ ಮೂಲಕ ಕೇವಲ ರೂ.70 ಸೇವಾ ಶುಲ್ಕದೊಂದಿಗೆ ಪ್ರಮಾಣ ಪತ್ರ ನೀಡಲಾಗುತ್ತದೆ. ಪಿಂಚಣಿದಾರರು ಆಧಾರ್ ಸಂಖ್ಯೆ, ಮೊಬೈಲ್ ಸಂಖ್ಯೆ, ಪಿಪಿಓ ಸಂಖ್ಯೆ ಹಾಗೂ ಬ್ಯಾಂಕ್ ಖಾತೆ ವಿವರಗಳನ್ನು ಒದಗಿಸಬೇಕು. ಹೆಚ್ಚಿನ ಮಾಹಿತಿಗೆ https://jeevanpramaan.gov.in/ppouser/login ಅನ್ನು ವೀಕ್ಷಿಸಬಹುದು ಎಂದು ಪ್ರಕಟಣೆಯಲ್ಲಿ ತಿಳಿಸಲಾಗಿದೆ. ಈ ಸೌಲಭ್ಯವನ್ನು ಎಲ್ಲಾ ಪಿಂಚಣಿದಾರರು ಸದುಪಯೋಗ ಪಡಿಸಿಕೊಳ್ಳಬೇಕು. ಡಿಎಲ್‌ಸಿ ಪ್ರಕ್ರಿಯೆಯು ಪಿಂಚಣಿದಾರರಿಗೆ ಸರಳ ಹಾಗೂ ತ್ವರಿತವಾಗಿದ್ದು, ಯಾವುದೇ ಕಚೇರಿಗೆ ಭೇಟಿ ನೀಡುವ ಅಗತ್ಯವಿಲ್ಲ. ಹತ್ತಿರದ ಅಂಚೆ ಕಚೇರಿ ಅಥವಾ ಪೋಸ್ಟ್‌ಮ್ಯಾನ್ ಮೂಲಕ ಸೇವೆ ಪಡೆಯಬಹುದು. GST ಸೇರಿದಂತೆ ರೂ.70 ಶುಲ್ಕ ಪಾವತಿಸಿ DoPPW ಸಹಭಾಗಿತ್ವದಲ್ಲಿ T+1 ದಿನದಲ್ಲಿ ಪ್ರಮಾಣ ಪತ್ರ ಲಭ್ಯವಾಗುತ್ತದೆ.: [3, 445, 260, 580]
indent-number: Indent no: DMA/2024-25/SE4045: [729, 1310, 838, 1319]
brief-title: ಉದ್ಯಮಶೀಲತಾ ಅಭಿವೃದ್ಧಿ ತರಬೇತಿ ಕಾರ್ಯಕ್ರಮ: [754, 496, 923, 531]
row-number: 3: [715, 1216, 727, 1273]
payment-box: [430, 646, 586, 988]
article-india-post: [3, 368, 260, 988]
row-description: [727, 1177, 850, 1216]
indent-number: Indent no: DMA/2024-25/IND3843: [729, 1166, 841, 1175]
headline: ಇಂಡಿಯಾ ಪೋಸ್ಟ್ ಪೇಮೆಂಟ್: [50, 368, 213, 387]
media-signpost-image: [578, 95, 744, 191]
box-title: ಹಣಪಾವತಿ: [483, 650, 533, 666]
indent-number: Indent no: DMA/2024-25/SE4046: [729, 1349, 838, 1358]
estimated-amount: ರೂ. 4,80,000.00: [850, 1273, 898, 1321]
